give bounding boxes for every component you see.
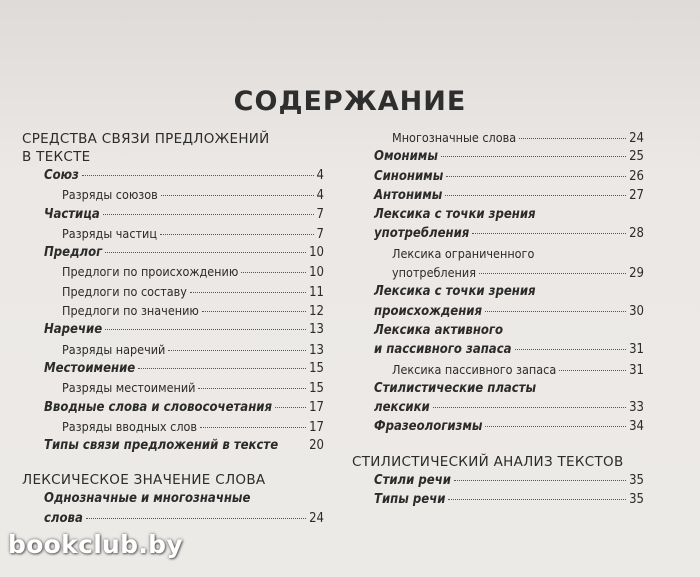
toc-entry[interactable] [22, 168, 324, 187]
toc-page-number: 29 [629, 266, 644, 282]
toc-entry[interactable] [22, 284, 324, 303]
toc-entry-line1: Стилистические пласты [374, 380, 537, 396]
toc-page-number: 24 [629, 131, 644, 146]
toc-entry-line1: Однозначные и многозначные [44, 491, 251, 507]
toc-page-number: 10 [309, 245, 324, 261]
leader-dots [454, 480, 626, 481]
leader-dots [82, 175, 314, 176]
leader-dots [446, 176, 626, 177]
toc-entry[interactable] [22, 303, 324, 322]
toc-entry-line1: Лексика ограниченного [392, 245, 535, 261]
toc-page-number: 34 [629, 419, 644, 435]
toc-entry[interactable] [352, 400, 644, 419]
toc-entry[interactable] [22, 322, 324, 341]
toc-entry-title: Лексика пассивного запаса [392, 361, 557, 377]
toc-entry-title: Фразеологизмы [374, 419, 483, 435]
toc-entry-title: Омонимы [374, 149, 438, 165]
toc-entry-title: Стили речи [374, 472, 451, 488]
toc-page-number: 35 [629, 472, 644, 488]
toc-entry-title: Предлоги по значению [62, 303, 199, 319]
toc-page-number: 17 [309, 419, 324, 435]
leader-dots [448, 499, 626, 500]
toc-entry[interactable] [352, 362, 644, 381]
leader-dots [445, 195, 626, 196]
toc-entry[interactable] [352, 169, 644, 188]
leader-dots [190, 292, 306, 293]
leader-dots [479, 273, 626, 274]
toc-entry[interactable] [352, 265, 644, 284]
toc-page-number: 31 [629, 362, 644, 378]
leader-dots [160, 234, 314, 235]
toc-entry[interactable] [22, 380, 324, 399]
leader-dots [559, 370, 626, 371]
leader-dots [168, 350, 306, 351]
watermark: bookclub.by [8, 530, 183, 559]
leader-dots [441, 156, 626, 157]
toc-entry[interactable] [22, 400, 324, 419]
toc-page-number: 24 [309, 510, 324, 526]
toc-entry-line1: Лексика активного [374, 322, 504, 338]
toc-entry[interactable] [22, 438, 324, 457]
toc-page-number: 7 [316, 206, 324, 222]
toc-entry-title: Разряды частиц [62, 225, 158, 241]
toc-entry-title: Разряды вводных слов [62, 418, 198, 434]
toc-entry[interactable] [22, 511, 324, 530]
toc-entry-title: Разряды наречий [62, 341, 166, 357]
leader-dots [202, 311, 306, 312]
toc-entry[interactable] [352, 226, 644, 245]
toc-entry[interactable] [352, 188, 644, 207]
leader-dots [485, 426, 626, 427]
toc-entry-title: Синонимы [374, 168, 444, 184]
leader-dots [86, 518, 306, 519]
toc-entry[interactable] [352, 130, 644, 149]
toc-entry-title: Антонимы [374, 187, 443, 203]
leader-dots [161, 195, 314, 196]
leader-dots [241, 272, 306, 273]
toc-page-number: 28 [629, 226, 644, 242]
toc-entry[interactable] [352, 342, 644, 361]
toc-right-column [352, 130, 644, 511]
toc-page-number: 13 [309, 342, 324, 358]
toc-page-number: 7 [316, 226, 324, 242]
toc-left-column [22, 130, 324, 530]
toc-page-number: 4 [316, 188, 324, 204]
toc-entry-title: Предлог [44, 245, 103, 261]
toc-entry[interactable] [352, 149, 644, 168]
toc-entry-title: Многозначные слова [392, 130, 517, 145]
toc-entry[interactable] [352, 304, 644, 323]
toc-page-number: 30 [629, 303, 644, 319]
toc-entry[interactable] [352, 473, 644, 492]
leader-dots [275, 407, 306, 408]
section-heading-1-line2: В ТЕКСТЕ [22, 149, 91, 165]
toc-entry[interactable] [352, 492, 644, 511]
leader-dots [485, 311, 626, 312]
toc-entry-title: Предлоги по происхождению [62, 264, 239, 280]
toc-page-number: 26 [629, 168, 644, 184]
toc-entry-title: Предлоги по составу [62, 283, 187, 299]
section-heading-1-line1: СРЕДСТВА СВЯЗИ ПРЕДЛОЖЕНИЙ [22, 131, 270, 147]
toc-entry-title: слова [44, 510, 83, 526]
section-heading-3: СТИЛИСТИЧЕСКИЙ АНАЛИЗ ТЕКСТОВ [352, 453, 624, 470]
toc-page-number: 4 [316, 168, 324, 183]
toc-entry-title: Разряды местоимений [62, 380, 196, 396]
leader-dots [472, 233, 626, 234]
leader-dots [105, 252, 306, 253]
section-heading-2: ЛЕКСИЧЕСКОЕ ЗНАЧЕНИЕ СЛОВА [22, 472, 266, 489]
leader-dots [138, 368, 306, 369]
leader-dots [433, 407, 626, 408]
toc-page-number: 15 [309, 360, 324, 376]
toc-entry-title: Наречие [44, 322, 103, 338]
leader-dots [200, 427, 306, 428]
toc-entry[interactable] [352, 419, 644, 438]
toc-entry[interactable] [22, 264, 324, 283]
toc-entry[interactable] [22, 245, 324, 264]
toc-entry-line1: Лексика с точки зрения [374, 284, 536, 300]
leader-dots [515, 349, 627, 350]
toc-page-number: 31 [629, 342, 644, 358]
toc-entry-title: употребления [392, 265, 476, 281]
leader-dots [198, 388, 306, 389]
toc-entry-title: употребления [374, 226, 470, 242]
toc-entry-title: Разряды союзов [62, 187, 158, 203]
leader-dots [103, 214, 314, 215]
toc-page-number: 15 [309, 381, 324, 397]
toc-page-number: 10 [309, 265, 324, 281]
toc-entry-line1: Лексика с точки зрения [374, 207, 536, 223]
leader-dots [105, 329, 306, 330]
toc-page-number: 11 [309, 284, 324, 300]
toc-page-number: 33 [629, 400, 644, 416]
toc-entry[interactable] [22, 342, 324, 361]
toc-entry-title: Вводные слова и словосочетания [44, 399, 272, 415]
toc-entry-title: и пассивного запаса [374, 342, 512, 358]
toc-entry-title: Типы связи предложений в тексте [44, 438, 279, 454]
toc-entry[interactable] [22, 187, 324, 206]
toc-entry[interactable] [22, 207, 324, 226]
toc-page-number: 17 [309, 399, 324, 415]
toc-page-number: 12 [309, 304, 324, 320]
toc-page-number: 35 [629, 492, 644, 508]
toc-entry-title: Союз [44, 168, 79, 183]
toc-entry-title: Типы речи [374, 492, 446, 508]
page-title: СОДЕРЖАНИЕ [233, 86, 467, 117]
toc-page-number: 25 [629, 149, 644, 165]
toc-page-number: 27 [629, 187, 644, 203]
toc-entry-title: происхождения [374, 303, 482, 319]
toc-page-number: 13 [309, 322, 324, 338]
toc-entry-title: Частица [44, 206, 100, 222]
leader-dots [519, 138, 626, 139]
toc-entry-title: лексики [374, 400, 430, 416]
toc-entry[interactable] [22, 226, 324, 245]
toc-entry-title: Местоимение [44, 360, 136, 376]
toc-entry[interactable] [22, 361, 324, 380]
toc-page-number: 20 [309, 438, 324, 454]
toc-entry[interactable] [22, 419, 324, 438]
